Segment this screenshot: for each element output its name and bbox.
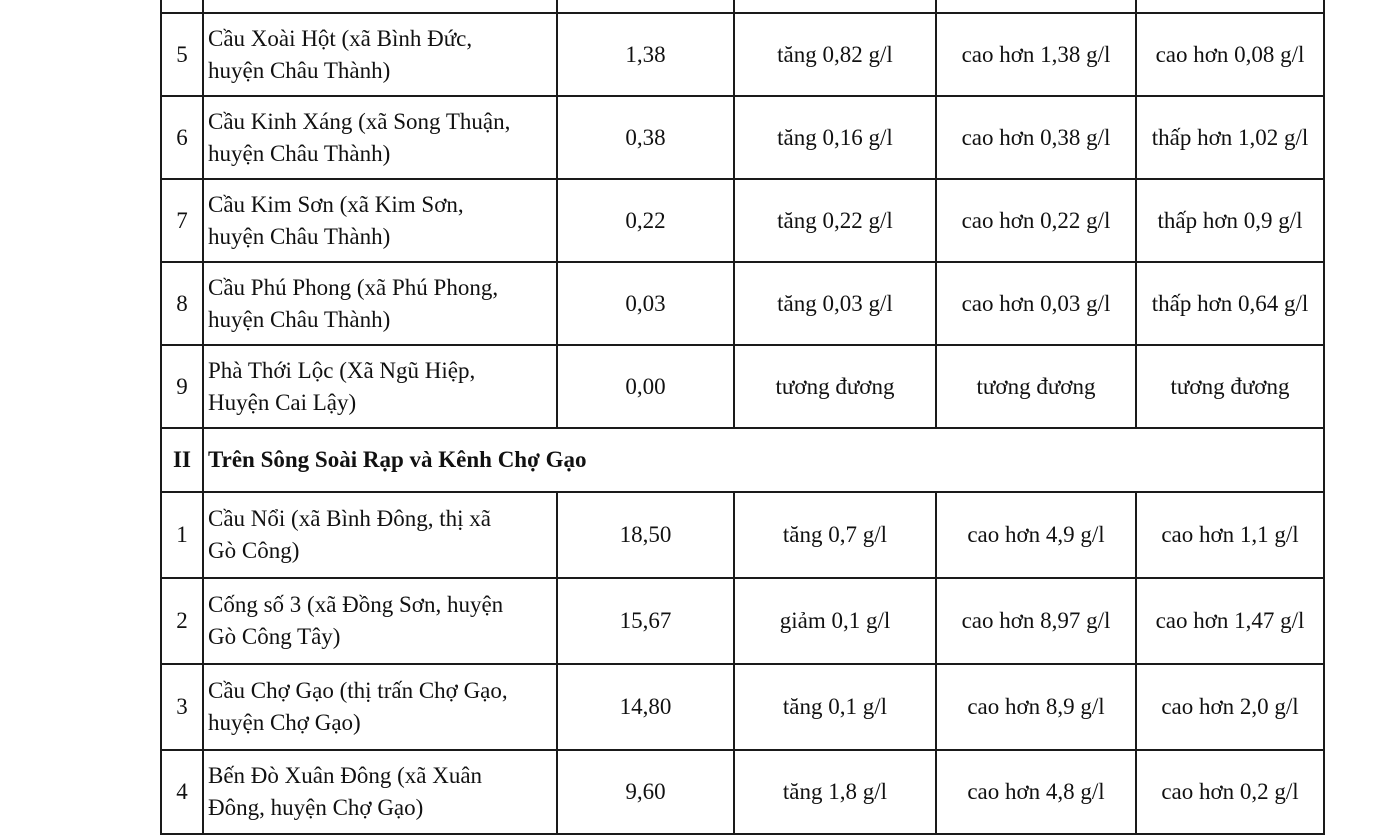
salinity-value: 0,22 (557, 179, 734, 262)
change-cell: tăng 0,22 g/l (734, 179, 936, 262)
location-cell (203, 345, 557, 428)
table-row (161, 578, 1324, 664)
row-number: 8 (161, 262, 203, 345)
location-line: Cống số 3 (xã Đồng Sơn, huyện (208, 592, 504, 618)
row-number: 2 (161, 578, 203, 664)
location-line: huyện Chợ Gạo) (208, 710, 361, 735)
location-line: Đông, huyện Chợ Gạo) (208, 795, 424, 820)
table-row-cut (161, 0, 1324, 13)
change-cell: tăng 1,8 g/l (734, 750, 936, 834)
row-number: 6 (161, 96, 203, 179)
section-title: Trên Sông Soài Rạp và Kênh Chợ Gạo (203, 428, 1324, 492)
salinity-value: 0,38 (557, 96, 734, 179)
compare-b-cell: cao hơn 1,47 g/l (1136, 578, 1324, 664)
location-line: Cầu Xoài Hột (xã Bình Đức, (208, 25, 473, 51)
compare-a-cell: cao hơn 0,38 g/l (936, 96, 1136, 179)
compare-b-cell: cao hơn 0,08 g/l (1136, 13, 1324, 96)
change-cell: tương đương (734, 345, 936, 428)
compare-b-cell: thấp hơn 0,64 g/l (1136, 262, 1324, 345)
location-cell (203, 664, 557, 750)
location-line: Cầu Phú Phong (xã Phú Phong, (208, 274, 499, 300)
row-number: 1 (161, 492, 203, 578)
table-row (161, 96, 1324, 179)
change-cell: tăng 0,82 g/l (734, 13, 936, 96)
compare-a-cell: cao hơn 4,8 g/l (936, 750, 1136, 834)
location-cell (203, 13, 557, 96)
table-row (161, 750, 1324, 834)
location-line: Cầu Kinh Xáng (xã Song Thuận, (208, 108, 511, 134)
location-line: Huyện Cai Lậy) (208, 389, 357, 415)
salinity-value: 1,38 (557, 13, 734, 96)
row-number: 5 (161, 13, 203, 96)
location-line: Cầu Chợ Gạo (thị trấn Chợ Gạo, (208, 678, 508, 704)
salinity-value: 15,67 (557, 578, 734, 664)
compare-b-cell: thấp hơn 0,9 g/l (1136, 179, 1324, 262)
row-number: 9 (161, 345, 203, 428)
location-line: huyện Châu Thành) (208, 140, 391, 166)
table-row (161, 492, 1324, 578)
row-number: 3 (161, 664, 203, 750)
row-number: 7 (161, 179, 203, 262)
section-header-row (161, 428, 1324, 492)
compare-a-cell: cao hơn 8,97 g/l (936, 578, 1136, 664)
location-cell (203, 96, 557, 179)
compare-a-cell: cao hơn 8,9 g/l (936, 664, 1136, 750)
table-row (161, 262, 1324, 345)
location-cell (203, 262, 557, 345)
compare-b-cell: cao hơn 0,2 g/l (1136, 750, 1324, 834)
location-line: Cầu Kim Sơn (xã Kim Sơn, (208, 191, 464, 217)
location-line: huyện Châu Thành) (208, 223, 391, 249)
compare-a-cell: cao hơn 0,03 g/l (936, 262, 1136, 345)
compare-a-cell: cao hơn 1,38 g/l (936, 13, 1136, 96)
compare-a-cell: tương đương (936, 345, 1136, 428)
section-number: II (161, 428, 203, 492)
location-line: Cầu Nổi (xã Bình Đông, thị xã (208, 506, 491, 532)
change-cell: tăng 0,7 g/l (734, 492, 936, 578)
table-row (161, 664, 1324, 750)
salinity-value: 0,00 (557, 345, 734, 428)
change-cell: tăng 0,16 g/l (734, 96, 936, 179)
table-body (161, 0, 1324, 834)
salinity-value: 0,03 (557, 262, 734, 345)
location-cell (203, 492, 557, 578)
location-line: Gò Công) (208, 538, 300, 563)
compare-b-cell: tương đương (1136, 345, 1324, 428)
location-cell (203, 179, 557, 262)
location-line: Gò Công Tây) (208, 624, 341, 649)
compare-a-cell: cao hơn 4,9 g/l (936, 492, 1136, 578)
salinity-table (160, 0, 1325, 835)
compare-b-cell: thấp hơn 1,02 g/l (1136, 96, 1324, 179)
row-number: 4 (161, 750, 203, 834)
table-row (161, 179, 1324, 262)
change-cell: tăng 0,03 g/l (734, 262, 936, 345)
change-cell: giảm 0,1 g/l (734, 578, 936, 664)
salinity-value: 14,80 (557, 664, 734, 750)
compare-b-cell: cao hơn 1,1 g/l (1136, 492, 1324, 578)
location-line: Bến Đò Xuân Đông (xã Xuân (208, 763, 483, 789)
location-cell (203, 750, 557, 834)
compare-a-cell: cao hơn 0,22 g/l (936, 179, 1136, 262)
location-cell (203, 578, 557, 664)
compare-b-cell: cao hơn 2,0 g/l (1136, 664, 1324, 750)
location-line: huyện Châu Thành) (208, 306, 391, 332)
location-line: Phà Thới Lộc (Xã Ngũ Hiệp, (208, 357, 476, 383)
salinity-value: 18,50 (557, 492, 734, 578)
change-cell: tăng 0,1 g/l (734, 664, 936, 750)
table-row (161, 13, 1324, 96)
table-row (161, 345, 1324, 428)
salinity-value: 9,60 (557, 750, 734, 834)
location-line: huyện Châu Thành) (208, 57, 391, 83)
